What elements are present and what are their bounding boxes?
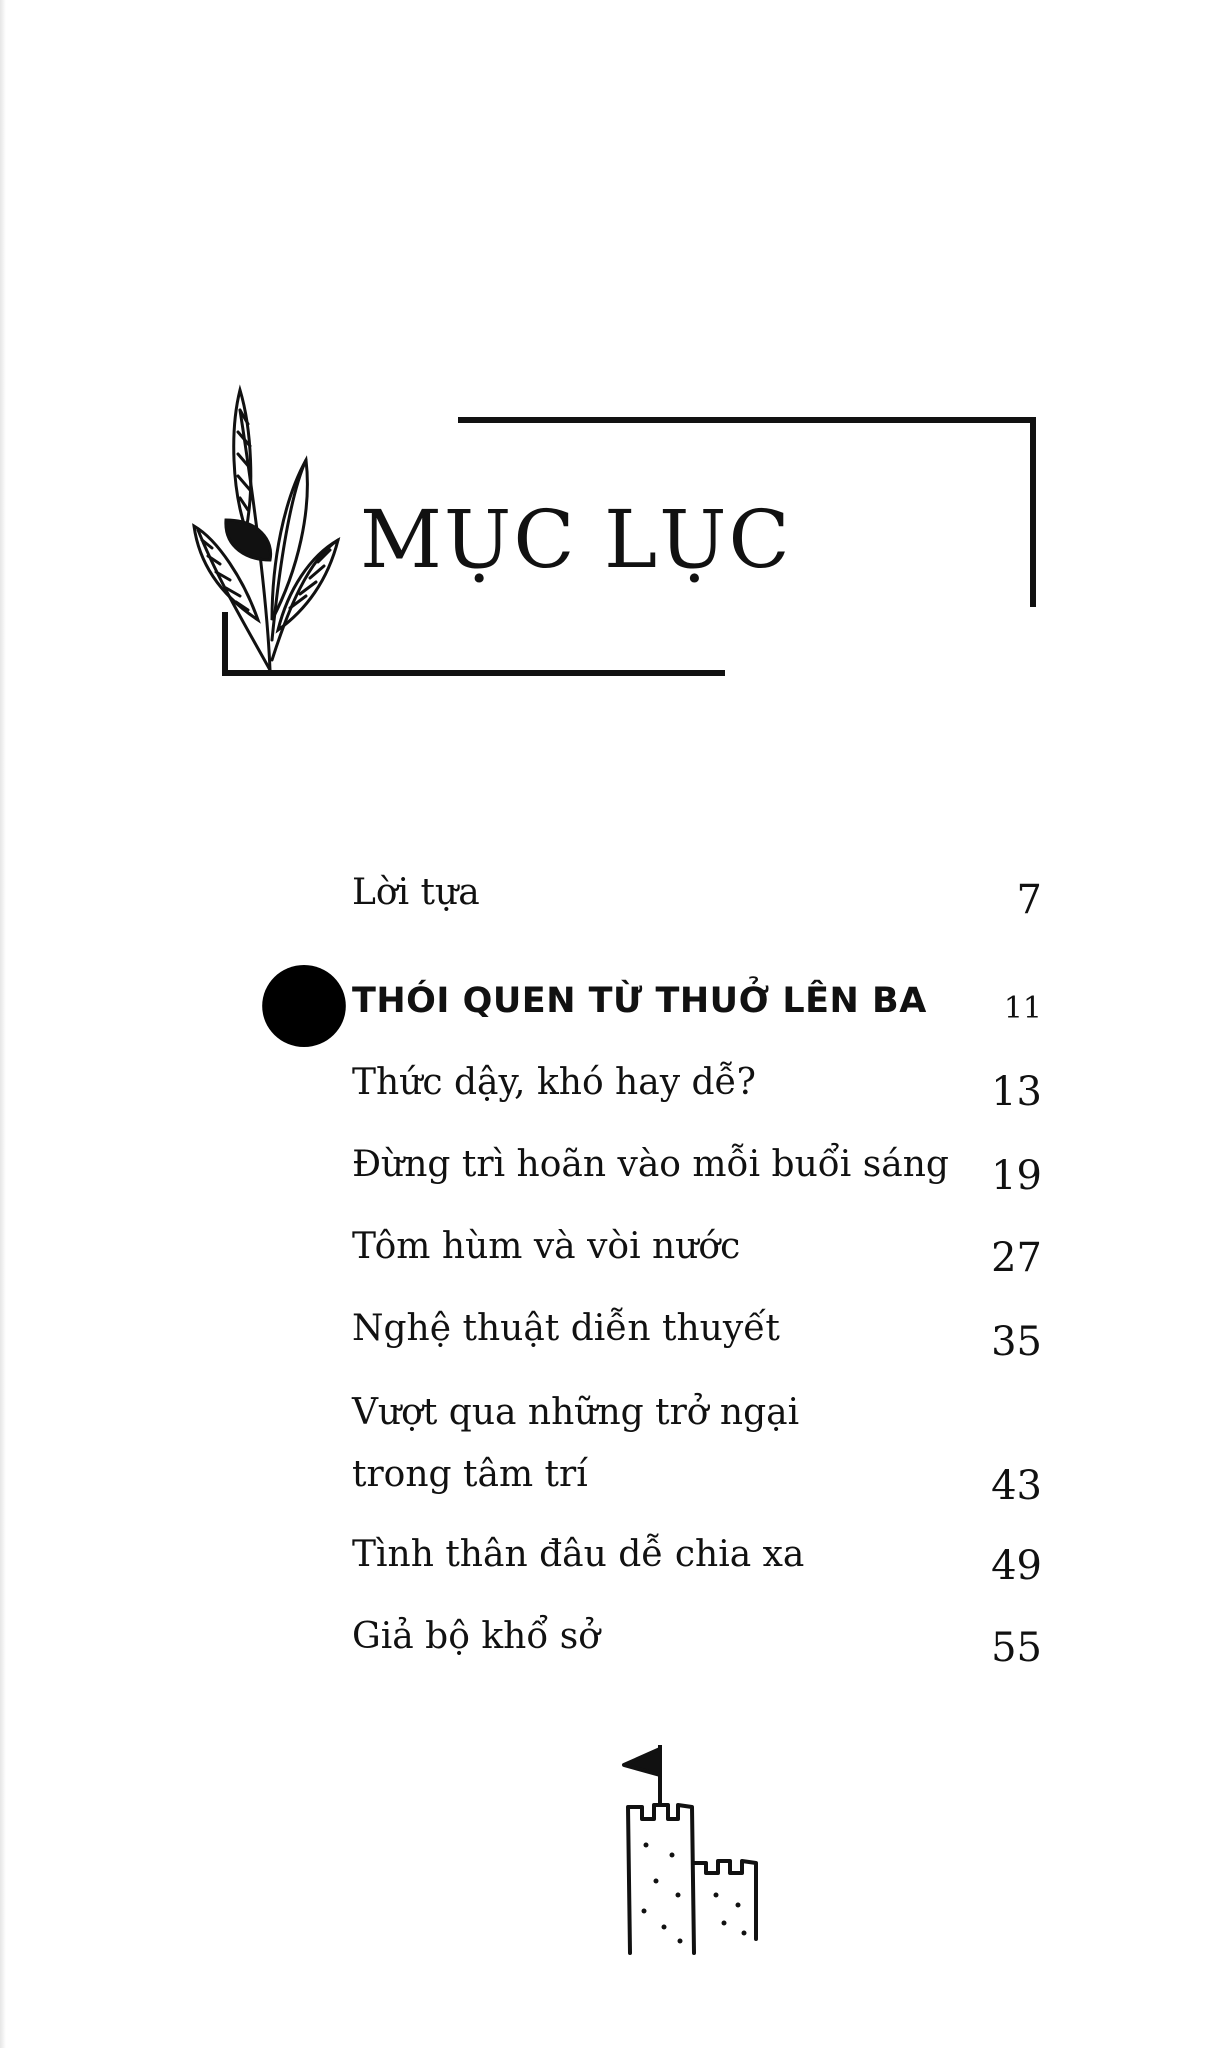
- toc-chapter-label: THÓI QUEN TỪ THUỞ LÊN BA: [352, 981, 927, 1021]
- toc-entry-page: 55: [991, 1625, 1042, 1671]
- toc-entry-label: Lời tựa: [352, 872, 480, 913]
- toc-entry-page: 43: [991, 1463, 1042, 1509]
- frame-top-line: [458, 417, 1033, 423]
- toc-entry-page: 13: [991, 1069, 1042, 1115]
- toc-entry-page: 7: [1016, 877, 1042, 923]
- toc-entry-page: 27: [991, 1235, 1042, 1281]
- toc-entry-label-line2: trong tâm trí: [352, 1454, 588, 1495]
- page-edge: [0, 0, 6, 2048]
- filled-circle-icon: [262, 965, 346, 1047]
- toc-entry-page: 35: [991, 1319, 1042, 1365]
- toc-entry-label: Tình thân đâu dễ chia xa: [352, 1534, 805, 1575]
- toc-entry-label-line1: Vượt qua những trở ngại: [352, 1392, 800, 1433]
- page-title: MỤC LỤC: [360, 493, 792, 586]
- castle-doodle-icon: [620, 1745, 790, 1955]
- toc-chapter-page: 11: [1003, 991, 1042, 1026]
- toc-entry-label: Nghệ thuật diễn thuyết: [352, 1308, 780, 1349]
- toc-entry-page: 19: [991, 1153, 1042, 1199]
- toc-entry-label: Giả bộ khổ sở: [352, 1616, 600, 1657]
- frame-right-line: [1030, 417, 1036, 607]
- leaf-sprig-icon: [188, 380, 348, 680]
- toc-entry-page: 49: [991, 1543, 1042, 1589]
- toc-entry-label: Đừng trì hoãn vào mỗi buổi sáng: [352, 1144, 949, 1185]
- toc-entry-label: Thức dậy, khó hay dễ?: [352, 1062, 756, 1103]
- toc-entry-label: Tôm hùm và vòi nước: [352, 1226, 741, 1267]
